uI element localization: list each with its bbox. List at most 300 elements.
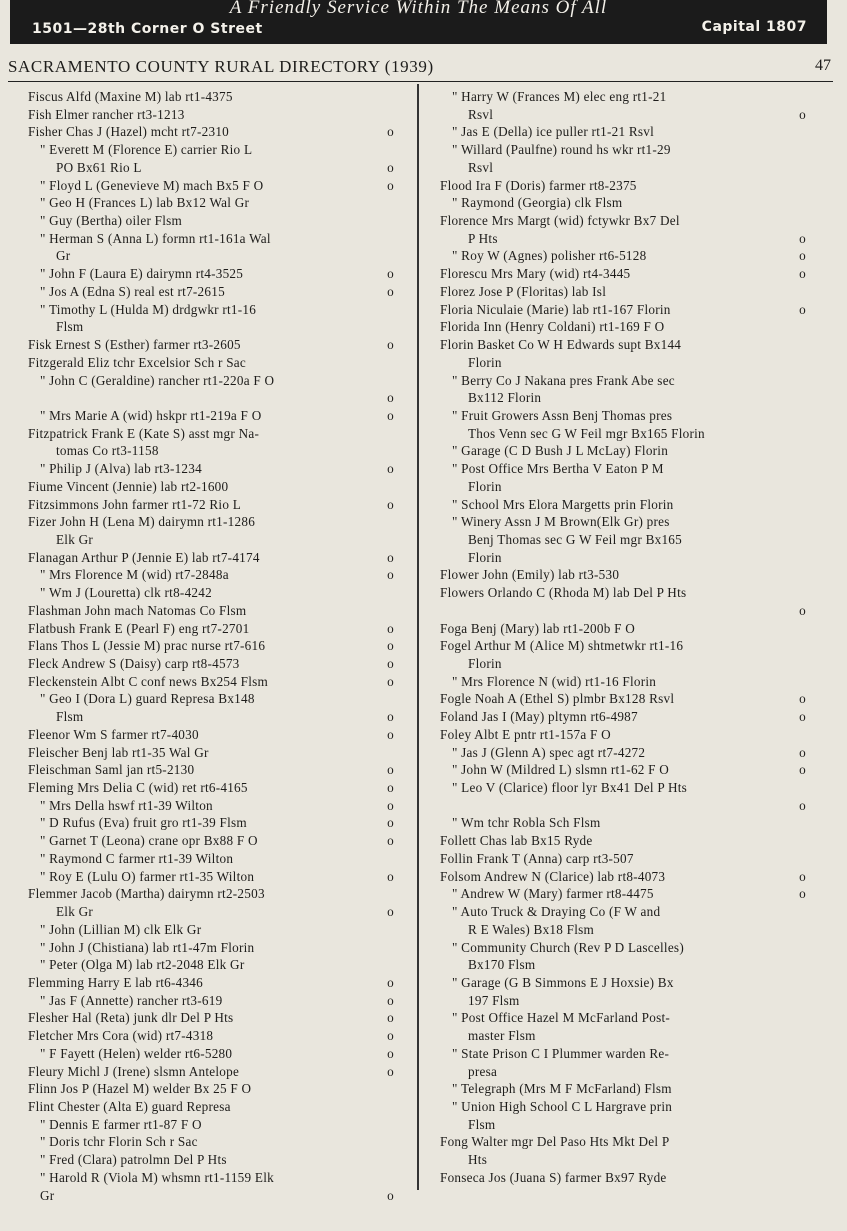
directory-line (28, 1187, 396, 1205)
directory-line (28, 1027, 396, 1045)
owner-mark: o (799, 248, 806, 264)
directory-line (440, 425, 808, 443)
entry-text: " Mrs Della hswf rt1-39 Wilton (40, 797, 213, 813)
entry-text: Fogle Noah A (Ethel S) plmbr Bx128 Rsvl (440, 691, 675, 707)
entry-text: " Community Church (Rev P D Lascelles) (452, 939, 684, 955)
entry-text: Fleming Mrs Delia C (wid) ret rt6-4165 (28, 780, 248, 796)
entry-text: Florin (468, 549, 502, 565)
entry-text: master Flsm (468, 1028, 536, 1044)
directory-line (440, 566, 808, 584)
directory-line (28, 212, 396, 230)
entry-text: Flowers Orlando C (Rhoda M) lab Del P Hts (440, 585, 687, 601)
entry-text: " Roy E (Lulu O) farmer rt1-35 Wilton (40, 868, 255, 884)
entry-text: " Jas E (Della) ice puller rt1-21 Rsvl (452, 124, 655, 140)
running-head (8, 57, 833, 82)
entry-text: Flanagan Arthur P (Jennie E) lab rt7-4174 (28, 549, 260, 565)
owner-mark: o (387, 868, 394, 884)
owner-mark: o (387, 159, 394, 175)
entry-text: Benj Thomas sec G W Feil mgr Bx165 (468, 531, 682, 547)
directory-line (28, 1009, 396, 1027)
entry-text: " Wm tchr Robla Sch Flsm (452, 815, 601, 831)
owner-mark: o (387, 549, 394, 565)
entry-text: Follett Chas lab Bx15 Ryde (440, 833, 593, 849)
directory-line (440, 992, 808, 1010)
entry-text: Florin (468, 656, 502, 671)
entry-text: " F Fayett (Helen) welder rt6-5280 (40, 1045, 233, 1061)
owner-mark: o (387, 407, 394, 423)
entry-text: " Andrew W (Mary) farmer rt8-4475 (452, 886, 654, 902)
directory-line (28, 584, 396, 602)
owner-mark: o (387, 815, 394, 831)
entry-text: " Auto Truck & Draying Co (F W and (452, 904, 661, 920)
entry-text: " Union High School C L Hargrave prin (452, 1098, 673, 1114)
directory-line (28, 141, 396, 159)
directory-line (28, 265, 396, 283)
owner-mark: o (387, 496, 394, 512)
directory-line (440, 141, 808, 159)
directory-line (440, 814, 808, 832)
entry-text: Flsm (56, 319, 84, 335)
owner-mark: o (387, 390, 394, 406)
directory-line (440, 921, 808, 939)
directory-line (440, 797, 808, 815)
entry-text: Foga Benj (Mary) lab rt1-200b F O (440, 620, 636, 636)
entry-text: " State Prison C I Plummer warden Re- (452, 1045, 670, 1061)
entry-text: Flemmer Jacob (Martha) dairymn rt2-2503 (28, 886, 265, 902)
entry-text: " Garnet T (Leona) crane opr Bx88 F O (40, 833, 258, 849)
directory-line (440, 1080, 808, 1098)
directory-line (28, 318, 396, 336)
owner-mark: o (387, 461, 394, 477)
directory-line (28, 1169, 396, 1187)
owner-mark: o (387, 673, 394, 689)
directory-line (440, 655, 808, 673)
entry-text: " Berry Co J Nakana pres Frank Abe sec (452, 372, 675, 388)
directory-line (28, 921, 396, 939)
banner-slogan: A Friendly Service Within The Means Of All (229, 0, 608, 18)
entry-text: Hts (468, 1152, 488, 1168)
entry-text: Fisk Ernest S (Esther) farmer rt3-2605 (28, 337, 241, 353)
entry-text: Fleenor Wm S farmer rt7-4030 (28, 726, 199, 742)
entry-text: Florescu Mrs Mary (wid) rt4-3445 (440, 266, 631, 282)
owner-mark: o (387, 797, 394, 813)
entry-text: " Jos A (Edna S) real est rt7-2615 (40, 283, 225, 299)
entry-text: " John W (Mildred L) slsmn rt1-62 F O (452, 762, 670, 778)
entry-text: " Willard (Paulfne) round hs wkr rt1-29 (452, 142, 671, 158)
entry-text: Flint Chester (Alta E) guard Represa (28, 1098, 231, 1114)
directory-line (440, 885, 808, 903)
entry-text: Fleck Andrew S (Daisy) carp rt8-4573 (28, 656, 240, 671)
directory-line (440, 442, 808, 460)
entry-text: 197 Flsm (468, 992, 520, 1008)
entry-text: " Herman S (Anna L) formn rt1-161a Wal (40, 230, 271, 246)
owner-mark: o (799, 886, 806, 902)
directory-line (440, 513, 808, 531)
directory-line (440, 868, 808, 886)
entry-text: " Roy W (Agnes) polisher rt6-5128 (452, 248, 647, 264)
owner-mark: o (387, 656, 394, 671)
entry-text: Gr (40, 1187, 55, 1203)
entry-text: Rsvl (468, 159, 494, 175)
entry-text: Flashman John mach Natomas Co Flsm (28, 602, 247, 618)
directory-line (28, 336, 396, 354)
entry-text: Foland Jas I (May) pltymn rt6-4987 (440, 709, 638, 725)
owner-mark: o (799, 266, 806, 282)
directory-line (440, 336, 808, 354)
banner-address: 1501—28th Corner O Street (32, 21, 263, 37)
directory-line (28, 637, 396, 655)
entry-text: Flemming Harry E lab rt6-4346 (28, 974, 203, 990)
directory-line (440, 549, 808, 567)
directory-line (440, 177, 808, 195)
entry-text: " John F (Laura E) dairymn rt4-3525 (40, 266, 244, 282)
entry-text: " Geo I (Dora L) guard Represa Bx148 (40, 691, 255, 707)
owner-mark: o (387, 266, 394, 282)
owner-mark: o (387, 833, 394, 849)
owner-mark: o (387, 974, 394, 990)
owner-mark: o (799, 691, 806, 707)
entry-text: Fizer John H (Lena M) dairymn rt1-1286 (28, 514, 256, 530)
directory-line (440, 496, 808, 514)
directory-line (440, 584, 808, 602)
directory-line (28, 602, 396, 620)
directory-line (440, 903, 808, 921)
directory-line (28, 850, 396, 868)
entry-text: Florin (468, 478, 502, 494)
owner-mark: o (799, 709, 806, 725)
owner-mark: o (387, 762, 394, 778)
entry-text: " Wm J (Louretta) clk rt8-4242 (40, 585, 212, 601)
entry-text: " Everett M (Florence E) carrier Rio L (40, 142, 253, 158)
directory-line (28, 903, 396, 921)
entry-text: Fitzpatrick Frank E (Kate S) asst mgr Na- (28, 425, 260, 441)
owner-mark: o (387, 337, 394, 353)
directory-line (28, 389, 396, 407)
directory-line (440, 779, 808, 797)
entry-text: " John J (Chistiana) lab rt1-47m Florin (40, 939, 255, 955)
entry-text: R E Wales) Bx18 Flsm (468, 921, 595, 937)
entry-text: Thos Venn sec G W Feil mgr Bx165 Florin (468, 425, 705, 441)
directory-line (440, 194, 808, 212)
entry-text: Elk Gr (56, 531, 94, 547)
entry-text: Fleischman Saml jan rt5-2130 (28, 762, 195, 778)
owner-mark: o (387, 1028, 394, 1044)
entry-text: Gr (56, 248, 71, 264)
entry-text: Bx170 Flsm (468, 957, 536, 973)
directory-line (440, 761, 808, 779)
directory-line (440, 1151, 808, 1169)
directory-line (28, 425, 396, 443)
entry-text: Flatbush Frank E (Pearl F) eng rt7-2701 (28, 620, 250, 636)
directory-line (28, 177, 396, 195)
entry-text: " Harold R (Viola M) whsmn rt1-1159 Elk (40, 1169, 274, 1185)
directory-line (440, 1027, 808, 1045)
entry-text: PO Bx61 Rio L (56, 159, 142, 175)
directory-line (28, 832, 396, 850)
directory-line (28, 708, 396, 726)
entry-text: Flower John (Emily) lab rt3-530 (440, 567, 620, 583)
advertising-banner (10, 0, 827, 44)
entry-text: presa (468, 1063, 498, 1079)
directory-line (28, 247, 396, 265)
directory-line (28, 797, 396, 815)
entry-text: " Winery Assn J M Brown(Elk Gr) pres (452, 514, 670, 530)
directory-line (440, 159, 808, 177)
directory-line (440, 1009, 808, 1027)
entry-text: " Leo V (Clarice) floor lyr Bx41 Del P Hts (452, 780, 688, 796)
entry-text: " John C (Geraldine) rancher rt1-220a F O (40, 372, 275, 388)
directory-line (28, 1063, 396, 1081)
entry-text: " Timothy L (Hulda M) drdgwkr rt1-16 (40, 301, 257, 317)
entry-text: " Post Office Mrs Bertha V Eaton P M (452, 461, 664, 477)
page-number: 47 (815, 57, 831, 74)
directory-line (28, 1098, 396, 1116)
directory-line (440, 1169, 808, 1187)
entry-text: " Mrs Florence M (wid) rt7-2848a (40, 567, 229, 583)
directory-line (440, 1098, 808, 1116)
directory-line (28, 974, 396, 992)
entry-text: Fong Walter mgr Del Paso Hts Mkt Del P (440, 1134, 670, 1150)
entry-text: " Mrs Marie A (wid) hskpr rt1-219a F O (40, 407, 262, 423)
directory-line (440, 1063, 808, 1081)
owner-mark: o (387, 620, 394, 636)
entry-text: Elk Gr (56, 904, 94, 920)
directory-line (28, 673, 396, 691)
directory-line (440, 1045, 808, 1063)
entry-text: Fish Elmer rancher rt3-1213 (28, 106, 185, 122)
entry-text: Follin Frank T (Anna) carp rt3-507 (440, 850, 634, 866)
entry-text: " Mrs Florence N (wid) rt1-16 Florin (452, 673, 657, 689)
entry-text: " Floyd L (Genevieve M) mach Bx5 F O (40, 177, 264, 193)
directory-line (28, 106, 396, 124)
owner-mark: o (387, 283, 394, 299)
directory-title: SACRAMENTO COUNTY RURAL DIRECTORY (1939) (8, 57, 434, 76)
directory-line (440, 478, 808, 496)
directory-line (28, 123, 396, 141)
directory-line (440, 123, 808, 141)
owner-mark: o (387, 567, 394, 583)
directory-line (440, 389, 808, 407)
entry-text: " Philip J (Alva) lab rt3-1234 (40, 461, 202, 477)
directory-line (28, 885, 396, 903)
owner-mark: o (387, 124, 394, 140)
entry-text: Flsm (56, 709, 84, 725)
directory-line (28, 478, 396, 496)
directory-line (28, 407, 396, 425)
directory-line (440, 230, 808, 248)
entry-text: Fisher Chas J (Hazel) mcht rt7-2310 (28, 124, 230, 140)
owner-mark: o (387, 726, 394, 742)
directory-line (28, 513, 396, 531)
directory-line (440, 318, 808, 336)
entry-text: " Geo H (Frances L) lab Bx12 Wal Gr (40, 195, 250, 211)
entry-text: Fitzsimmons John farmer rt1-72 Rio L (28, 496, 242, 512)
owner-mark: o (799, 868, 806, 884)
directory-line (28, 761, 396, 779)
directory-line (440, 301, 808, 319)
entry-text: Rsvl (468, 106, 494, 122)
directory-line (28, 88, 396, 106)
directory-line (28, 372, 396, 390)
owner-mark: o (387, 904, 394, 920)
owner-mark: o (387, 1187, 394, 1203)
entry-text: " Jas F (Annette) rancher rt3-619 (40, 992, 223, 1008)
entry-text: Folsom Andrew N (Clarice) lab rt8-4073 (440, 868, 666, 884)
directory-line (440, 407, 808, 425)
entry-text: Fiume Vincent (Jennie) lab rt2-1600 (28, 478, 229, 494)
entry-text: " Peter (Olga M) lab rt2-2048 Elk Gr (40, 957, 245, 973)
owner-mark: o (799, 230, 806, 246)
directory-line (28, 956, 396, 974)
directory-line (440, 602, 808, 620)
entry-text: " John (Lillian M) clk Elk Gr (40, 921, 202, 937)
entry-text: " Fred (Clara) patrolmn Del P Hts (40, 1152, 227, 1168)
directory-line (440, 212, 808, 230)
directory-line (28, 939, 396, 957)
directory-line (440, 832, 808, 850)
entry-text: Fleckenstein Albt C conf news Bx254 Flsm (28, 673, 269, 689)
entry-text: " Garage (G B Simmons E J Hoxsie) Bx (452, 974, 674, 990)
directory-line (440, 247, 808, 265)
owner-mark: o (387, 1010, 394, 1026)
directory-line (28, 301, 396, 319)
directory-line (440, 106, 808, 124)
directory-line (28, 496, 396, 514)
banner-phone: Capital 1807 (701, 19, 807, 35)
owner-mark: o (799, 797, 806, 813)
entry-text: Florin Basket Co W H Edwards supt Bx144 (440, 337, 682, 353)
directory-line (440, 673, 808, 691)
directory-line (440, 88, 808, 106)
directory-line (28, 1116, 396, 1134)
directory-line (28, 283, 396, 301)
entry-text: Flesher Hal (Reta) junk dlr Del P Hts (28, 1010, 234, 1026)
entry-text: " D Rufus (Eva) fruit gro rt1-39 Flsm (40, 815, 247, 831)
directory-line (440, 974, 808, 992)
directory-line (28, 442, 396, 460)
owner-mark: o (799, 744, 806, 760)
directory-line (440, 1116, 808, 1134)
directory-line (28, 1045, 396, 1063)
entry-text: Florence Mrs Margt (wid) fctywkr Bx7 Del (440, 213, 680, 229)
entry-text: Florin (468, 354, 502, 370)
entry-text: Floria Niculaie (Marie) lab rt1-167 Florin (440, 301, 671, 317)
entry-text: " Dennis E farmer rt1-87 F O (40, 1116, 202, 1132)
directory-line (28, 549, 396, 567)
directory-line (440, 708, 808, 726)
directory-line (440, 283, 808, 301)
directory-line (440, 620, 808, 638)
directory-line (28, 460, 396, 478)
directory-line (28, 726, 396, 744)
directory-line (440, 460, 808, 478)
entry-text: " Jas J (Glenn A) spec agt rt7-4272 (452, 744, 646, 760)
directory-line (28, 159, 396, 177)
directory-line (28, 620, 396, 638)
directory-line (440, 726, 808, 744)
directory-line (28, 814, 396, 832)
directory-line (28, 1133, 396, 1151)
directory-line (28, 531, 396, 549)
entry-text: Fogel Arthur M (Alice M) shtmetwkr rt1-16 (440, 638, 684, 654)
entry-text: tomas Co rt3-1158 (56, 443, 159, 459)
directory-line (440, 939, 808, 957)
entry-text: Fleury Michl J (Irene) slsmn Antelope (28, 1063, 240, 1079)
entry-text: Fiscus Alfd (Maxine M) lab rt1-4375 (28, 89, 233, 104)
directory-line (28, 868, 396, 886)
owner-mark: o (799, 106, 806, 122)
directory-line (440, 372, 808, 390)
directory-line (28, 690, 396, 708)
directory-line (440, 690, 808, 708)
directory-line (28, 566, 396, 584)
entry-text: Bx112 Florin (468, 390, 542, 406)
entry-text: " Doris tchr Florin Sch r Sac (40, 1134, 198, 1150)
directory-line (28, 1151, 396, 1169)
directory-line (28, 744, 396, 762)
owner-mark: o (387, 638, 394, 654)
entry-text: Florida Inn (Henry Coldani) rt1-169 F O (440, 319, 665, 335)
entry-text: Flsm (468, 1116, 496, 1132)
entry-text: Flood Ira F (Doris) farmer rt8-2375 (440, 177, 637, 193)
directory-line (28, 992, 396, 1010)
owner-mark: o (387, 709, 394, 725)
entry-text: Fletcher Mrs Cora (wid) rt7-4318 (28, 1028, 214, 1044)
owner-mark: o (387, 1063, 394, 1079)
entry-text: Fleischer Benj lab rt1-35 Wal Gr (28, 744, 209, 760)
entry-text: " Guy (Bertha) oiler Flsm (40, 213, 183, 229)
directory-line (440, 265, 808, 283)
owner-mark: o (387, 1045, 394, 1061)
directory-line (28, 230, 396, 248)
entry-text: " Post Office Hazel M McFarland Post- (452, 1010, 671, 1026)
directory-line (28, 194, 396, 212)
directory-line (440, 744, 808, 762)
directory-line (28, 655, 396, 673)
entry-text: " Fruit Growers Assn Benj Thomas pres (452, 407, 673, 423)
owner-mark: o (799, 301, 806, 317)
directory-line (440, 850, 808, 868)
entry-text: " Raymond C farmer rt1-39 Wilton (40, 850, 234, 866)
entry-text: " Telegraph (Mrs M F McFarland) Flsm (452, 1081, 672, 1097)
entry-text: " Garage (C D Bush J L McLay) Florin (452, 443, 669, 459)
directory-line (440, 531, 808, 549)
entry-text: Florez Jose P (Floritas) lab Isl (440, 283, 607, 299)
directory-line (440, 1133, 808, 1151)
entry-text: " Raymond (Georgia) clk Flsm (452, 195, 623, 211)
owner-mark: o (799, 762, 806, 778)
entry-text: Flans Thos L (Jessie M) prac nurse rt7-616 (28, 638, 266, 654)
entry-text: " Harry W (Frances M) elec eng rt1-21 (452, 89, 667, 104)
entry-text: P Hts (468, 230, 498, 246)
owner-mark: o (387, 992, 394, 1008)
directory-line (28, 354, 396, 372)
entry-text: Flinn Jos P (Hazel M) welder Bx 25 F O (28, 1081, 252, 1097)
left-column (28, 88, 396, 1204)
entry-text: Fonseca Jos (Juana S) farmer Bx97 Ryde (440, 1169, 667, 1185)
entry-text: " School Mrs Elora Margetts prin Florin (452, 496, 674, 512)
right-column (440, 88, 808, 1187)
column-divider (417, 84, 419, 1190)
directory-line (440, 956, 808, 974)
entry-text: Foley Albt E pntr rt1-157a F O (440, 726, 611, 742)
owner-mark: o (387, 177, 394, 193)
directory-line (440, 354, 808, 372)
entry-text: Fitzgerald Eliz tchr Excelsior Sch r Sac (28, 354, 246, 370)
directory-line (28, 779, 396, 797)
owner-mark: o (799, 602, 806, 618)
directory-line (440, 637, 808, 655)
